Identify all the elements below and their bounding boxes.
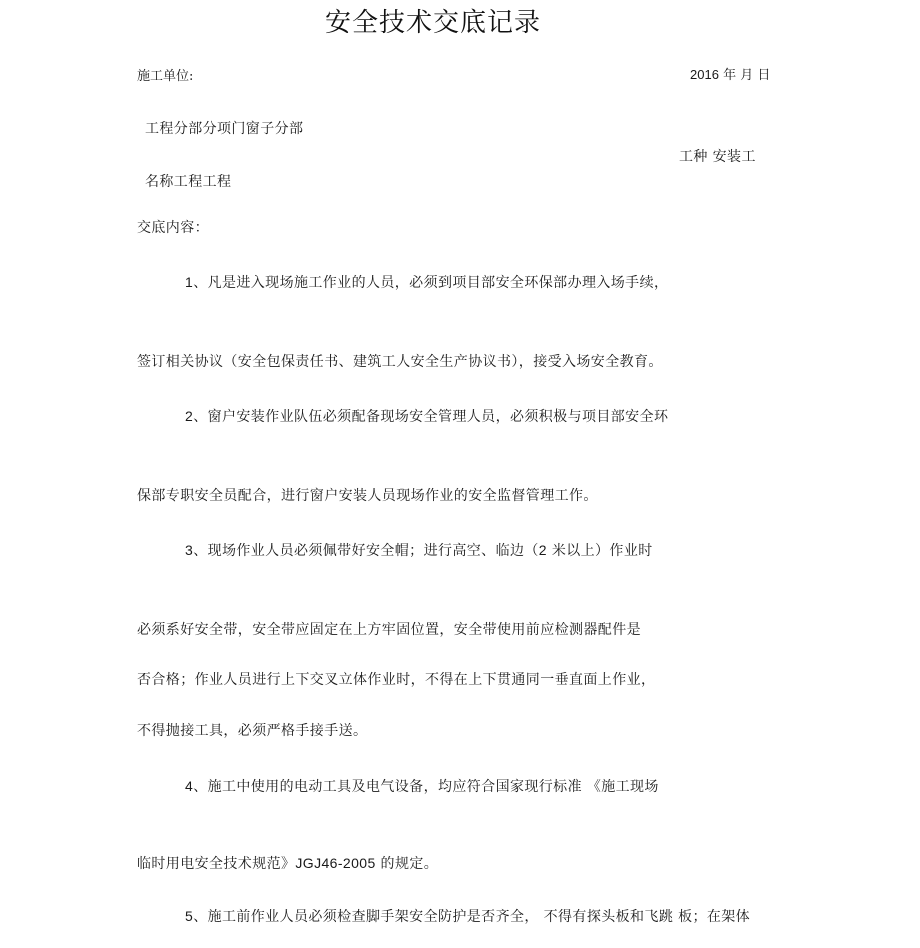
- date-suffix: 年 月 日: [723, 68, 771, 83]
- content-label: 交底内容：: [137, 220, 209, 236]
- item-3-text-b: 米以上）作业时: [546, 543, 653, 559]
- document-title: 安全技术交底记录: [324, 8, 541, 38]
- item-3-text-a: 、现场作业人员必须佩带好安全帽；进行高空、临边（: [193, 543, 539, 559]
- item-4-text: 、施工中使用的电动工具及电气设备，均应符合国家现行标准 《施工现场: [193, 779, 659, 795]
- item-5-line1: [185, 906, 750, 926]
- project-name-line1: 工程分部分项门窗子分部: [145, 121, 304, 137]
- item-1-text: 、凡是进入现场施工作业的人员，必须到项目部安全环保部办理入场手续，: [193, 275, 669, 291]
- item-5-number: 5: [185, 908, 194, 924]
- item-1-number: 1: [185, 274, 194, 290]
- item-3-continuation-3: 不得抛接工具，必须严格手接手送。: [137, 723, 368, 739]
- item-2-line1: [185, 406, 668, 426]
- project-name-line2: 名称工程工程: [145, 174, 232, 190]
- item-5-text: 、施工前作业人员必须检查脚手架安全防护是否齐全， 不得有探头板和飞跳 板；在架体: [193, 909, 751, 925]
- item-3-continuation-1: 必须系好安全带，安全带应固定在上方牢固位置，安全带使用前应检测器配件是: [137, 622, 641, 638]
- item-2-text: 、窗户安装作业队伍必须配备现场安全管理人员，必须积极与项目部安全环: [193, 409, 669, 425]
- item-3-continuation-2: 否合格；作业人员进行上下交叉立体作业时，不得在上下贯通同一垂直面上作业，: [137, 672, 656, 688]
- date-year: 2016: [690, 67, 719, 82]
- item-4-cont-text-b: 的规定。: [375, 856, 439, 872]
- item-4-line1: [185, 776, 659, 796]
- item-3-number: 3: [185, 542, 194, 558]
- item-4-cont-text-a: 临时用电安全技术规范》: [137, 856, 296, 872]
- item-3-height-number: 2: [538, 542, 547, 558]
- item-1-line1: [185, 272, 668, 292]
- construction-unit-label: 施工单位:: [137, 69, 194, 84]
- item-4-standard-code: JGJ46-2005: [295, 855, 376, 871]
- item-4-continuation: [137, 853, 438, 873]
- item-3-line1: [185, 540, 653, 560]
- item-2-continuation: 保部专职安全员配合，进行窗户安装人员现场作业的安全监督管理工作。: [137, 488, 598, 504]
- trade-field: 工种 安装工: [679, 149, 756, 165]
- item-1-continuation: 签订相关协议（安全包保责任书、建筑工人安全生产协议书），接受入场安全教育。: [137, 354, 663, 370]
- date-field: [690, 64, 770, 83]
- item-4-number: 4: [185, 778, 194, 794]
- item-2-number: 2: [185, 408, 194, 424]
